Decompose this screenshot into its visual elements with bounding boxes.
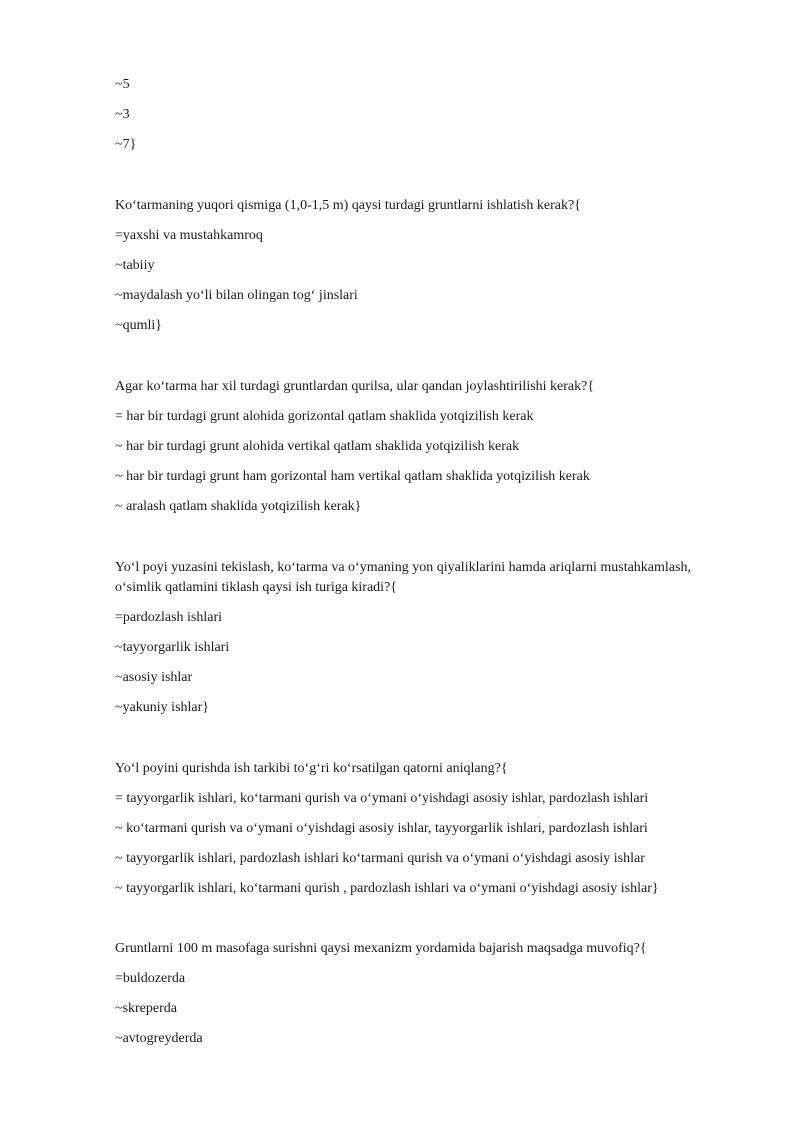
answer-option: ~yakuniy ishlar} — [115, 700, 210, 715]
answer-option: ~maydalash yo‘li bilan olingan tog‘ jinslari — [115, 288, 358, 303]
answer-option: = tayyorgarlik ishlari, ko‘tarmani qurish va o‘ymani o‘yishdagi asosiy ishlar, pardozlash ishlari — [115, 791, 649, 806]
answer-option: ~ aralash qatlam shaklida yotqizilish kerak} — [115, 499, 362, 514]
answer-option: ~tabiiy — [115, 258, 155, 273]
answer-option: ~avtogreyderda — [115, 1031, 203, 1046]
answer-option: ~qumli} — [115, 318, 162, 333]
answer-option: ~ tayyorgarlik ishlari, pardozlash ishlari ko‘tarmani qurish va o‘ymani o‘yishdagi asosiy ishlar — [115, 851, 645, 866]
answer-option: ~3 — [115, 107, 130, 122]
question-text: Yo‘l poyini qurishda ish tarkibi to‘g‘ri ko‘rsatilgan qatorni aniqlang?{ — [115, 761, 508, 776]
answer-option: = har bir turdagi grunt alohida gorizontal qatlam shaklida yotqizilish kerak — [115, 409, 534, 424]
answer-option: =buldozerda — [115, 971, 186, 986]
question-text: Ko‘tarmaning yuqori qismiga (1,0-1,5 m) qaysi turdagi gruntlarni ishlatish kerak?{ — [115, 198, 581, 213]
question-text: Agar ko‘tarma har xil turdagi gruntlardan qurilsa, ular qandan joylashtirilishi kerak?{ — [115, 379, 595, 394]
answer-option: ~asosiy ishlar — [115, 670, 193, 685]
answer-option: ~tayyorgarlik ishlari — [115, 640, 230, 655]
question-text: Gruntlarni 100 m masofaga surishni qaysi mexanizm yordamida bajarish maqsadga muvofiq?{ — [115, 941, 647, 956]
answer-option: ~7} — [115, 137, 137, 152]
answer-option: ~5 — [115, 77, 130, 92]
answer-option: ~ har bir turdagi grunt ham gorizontal ham vertikal qatlam shaklida yotqizilish kerak — [115, 469, 590, 484]
answer-option: =yaxshi va mustahkamroq — [115, 228, 263, 243]
answer-option: ~ tayyorgarlik ishlari, ko‘tarmani qurish , pardozlash ishlari va o‘ymani o‘yishdagi asosiy ishlar} — [115, 881, 659, 896]
question-text: Yo‘l poyi yuzasini tekislash, ko‘tarma va o‘ymaning yon qiyaliklarini hamda ariqlarni mustahkamlash, o‘simlik qatlamini tiklash qaysi ish turiga kiradi?{ — [115, 560, 691, 595]
answer-option: ~skreperda — [115, 1001, 177, 1016]
answer-option: =pardozlash ishlari — [115, 610, 223, 625]
answer-option: ~ har bir turdagi grunt alohida vertikal qatlam shaklida yotqizilish kerak — [115, 439, 520, 454]
answer-option: ~ ko‘tarmani qurish va o‘ymani o‘yishdagi asosiy ishlar, tayyorgarlik ishlari, pardozlash ishlari — [115, 821, 648, 836]
